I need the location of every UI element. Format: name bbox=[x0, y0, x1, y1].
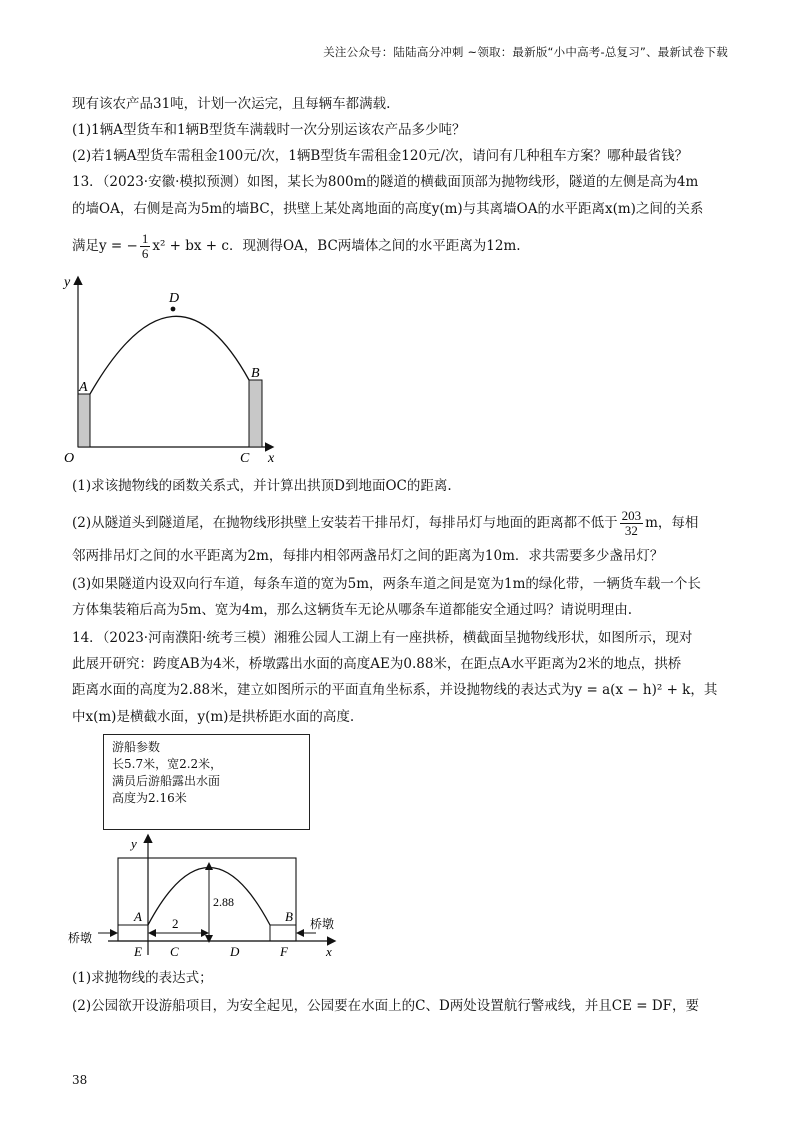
formula-suffix: x² + bx + c．现测得OA，BC两墙体之间的水平距离为12m. bbox=[152, 238, 521, 254]
question-13-3: (3)如果隧道内设双向行车道，每条车道的宽为5m，两条车道之间是宽为1m的绿化带，一辆货车载一个长 bbox=[72, 576, 701, 592]
info-line: 满员后游船露出水面 bbox=[112, 774, 221, 788]
text-line: 中x(m)是横截水面，y(m)是拱桥距水面的高度. bbox=[72, 709, 355, 725]
question-text: (2)从隧道头到隧道尾，在抛物线形拱壁上安装若干排吊灯，每排吊灯与地面的距离都不低于 bbox=[72, 515, 618, 531]
fraction-numerator: 1 bbox=[141, 231, 149, 246]
info-line: 长5.7米，宽2.2米， bbox=[112, 757, 223, 771]
problem-13-intro: 13．（2023·安徽·模拟预测）如图，某长为800m的隧道的横截面顶部为抛物线形，隧道的左侧是高为4m bbox=[72, 174, 699, 190]
label-e: E bbox=[134, 944, 142, 959]
text-line: 邻两排吊灯之间的水平距离为2m，每排内相邻两盏吊灯之间的距离为10m．求共需要多少盏吊灯？ bbox=[72, 548, 664, 564]
fraction bbox=[620, 509, 644, 538]
label-a: A bbox=[79, 380, 88, 395]
label-d: D bbox=[230, 944, 240, 959]
bridge-figure bbox=[68, 830, 348, 965]
label-y: y bbox=[131, 836, 137, 851]
text-line: 现有该农产品31吨，计划一次运完，且每辆车都满载. bbox=[72, 96, 391, 112]
label-c: C bbox=[170, 944, 179, 959]
label-x: x bbox=[268, 451, 275, 466]
label-c: C bbox=[240, 451, 250, 466]
tunnel-figure bbox=[60, 270, 290, 470]
label-o: O bbox=[64, 451, 75, 466]
fraction-denominator: 6 bbox=[141, 246, 149, 261]
label-b: B bbox=[251, 366, 260, 381]
info-title: 游船参数 bbox=[112, 740, 161, 754]
text-line: 方体集装箱后高为5m、宽为4m，那么这辆货车无论从哪条车道都能安全通过吗？请说明理由. bbox=[72, 602, 633, 618]
label-x: x bbox=[326, 944, 332, 959]
info-line: 高度为2.16米 bbox=[112, 791, 187, 805]
bridge-outline bbox=[118, 858, 296, 941]
label-pier-right: 桥墩 bbox=[310, 917, 335, 931]
label-d: D bbox=[169, 291, 180, 306]
label-a: A bbox=[134, 909, 142, 924]
problem-14-intro: 14．（2023·河南濮阳·统考三模）湘雅公园人工湖上有一座拱桥，横截面呈抛物线形状，如图所示，现对 bbox=[72, 630, 693, 646]
text-line: 距离水面的高度为2.88米，建立如图所示的平面直角坐标系，并设抛物线的表达式为y = a(x − h)² + k，其 bbox=[72, 682, 718, 698]
wall-oa bbox=[78, 394, 90, 447]
text-line: 的墙OA，右侧是高为5m的墙BC，拱壁上某处离地面的高度y(m)与其离墙OA的水平距离x(m)之间的关系 bbox=[72, 201, 704, 217]
label-b: B bbox=[285, 909, 293, 924]
text-line: (1)1辆A型货车和1辆B型货车满载时一次分别运该农产品多少吨？ bbox=[72, 122, 466, 138]
question-14-2: (2)公园欲开设游船项目，为安全起见，公园要在水面上的C、D两处设置航行警戒线，并且CE = DF，要 bbox=[72, 998, 700, 1014]
label-y: y bbox=[64, 275, 71, 290]
formula-line bbox=[72, 229, 740, 263]
label-f: F bbox=[280, 944, 288, 959]
fraction-numerator: 203 bbox=[621, 508, 642, 523]
question-text: m，每相 bbox=[645, 515, 699, 531]
boat-info-box bbox=[103, 734, 310, 830]
fraction-denominator: 32 bbox=[624, 523, 638, 538]
question-13-1: (1)求该抛物线的函数关系式，并计算出拱顶D到地面OC的距离. bbox=[72, 478, 452, 494]
page-header: 关注公众号：陆陆高分冲刺 ~领取：最新版“小中高考-总复习”、最新试卷下载 bbox=[323, 45, 728, 59]
question-14-1: (1)求抛物线的表达式； bbox=[72, 970, 213, 986]
label-height: 2.88 bbox=[213, 895, 234, 909]
page-number: 38 bbox=[72, 1073, 88, 1087]
wall-bc bbox=[249, 380, 262, 447]
question-13-2 bbox=[72, 506, 740, 540]
label-distance: 2 bbox=[172, 916, 179, 931]
vertex-point-d bbox=[171, 307, 176, 312]
text-line: 此展开研究：跨度AB为4米，桥墩露出水面的高度AE为0.88米，在距点A水平距离为2米的地点，拱桥 bbox=[72, 656, 682, 672]
parabola-arch bbox=[90, 316, 249, 394]
text-line: (2)若1辆A型货车需租金100元/次，1辆B型货车需租金120元/次，请问有几种租车方案？哪种最省钱？ bbox=[72, 148, 689, 164]
formula-prefix: 满足y = − bbox=[72, 238, 138, 254]
fraction bbox=[140, 232, 151, 261]
label-pier-left: 桥墩 bbox=[68, 931, 93, 945]
